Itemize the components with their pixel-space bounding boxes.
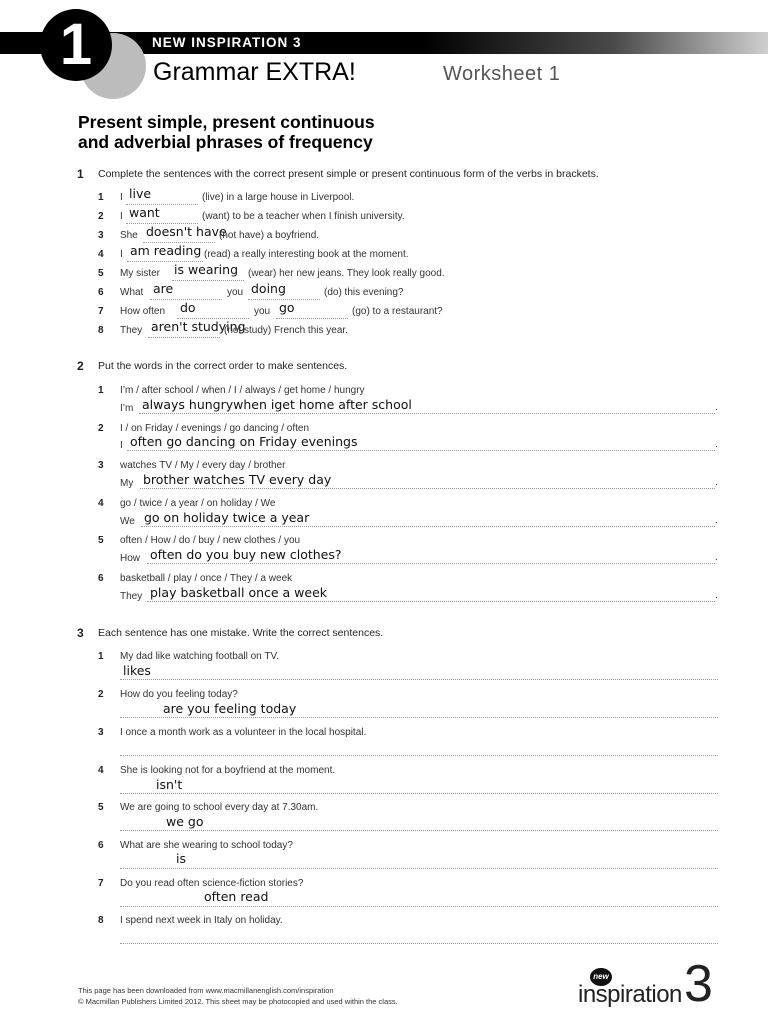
sentence-text: She [120,230,138,241]
item-number: 5 [98,268,104,279]
incorrect-sentence: She is looking not for a boyfriend at the moment. [120,765,336,776]
item-number: 4 [98,498,104,509]
handwritten-answer: doing [251,281,286,296]
series-name: NEW INSPIRATION 3 [152,35,302,50]
item-number: 1 [98,385,104,396]
handwritten-answer: we go [166,814,204,829]
answer-line[interactable] [120,868,718,869]
sentence-text: (go) to a restaurant? [352,306,443,317]
answer-line[interactable] [139,413,715,414]
handwritten-answer: always hungrywhen iget home after school [142,397,412,412]
incorrect-sentence: My dad like watching football on TV. [120,651,279,662]
handwritten-answer: aren't studying [151,319,246,334]
answer-line[interactable] [120,830,718,831]
handwritten-answer: go on holiday twice a year [144,510,310,525]
exercise-3-instruction: Each sentence has one mistake. Write the correct sentences. [98,627,384,639]
item-number: 2 [98,423,104,434]
handwritten-answer: am reading [130,243,202,258]
answer-line[interactable] [147,563,715,564]
sentence-start: My [120,478,134,489]
word-prompt: I’m / after school / when / I / always / get home / hungry [120,385,365,396]
download-note: This page has been downloaded from www.macmillanenglish.com/inspiration [78,986,334,995]
full-stop: . [715,552,718,563]
answer-line[interactable] [147,601,715,602]
copyright-footer [78,985,398,1007]
sentence-text: They [120,325,143,336]
word-prompt: I / on Friday / evenings / go dancing / often [120,423,310,434]
incorrect-sentence: I once a month work as a volunteer in the local hospital. [120,727,367,738]
handwritten-answer: live [129,186,152,201]
handwritten-answer: often go dancing on Friday evenings [130,434,358,449]
exercise-2-number: 2 [77,359,84,373]
answer-line[interactable] [120,679,718,680]
incorrect-sentence: How do you feeling today? [120,689,238,700]
worksheet-label: Worksheet 1 [443,63,561,85]
sentence-text: you [227,287,244,298]
item-number: 8 [98,915,104,926]
handwritten-answer: brother watches TV every day [143,472,332,487]
logo-level-number: 3 [684,955,713,1013]
answer-line[interactable] [141,526,715,527]
answer-line[interactable] [120,793,718,794]
incorrect-sentence: We are going to school every day at 7.30am. [120,802,319,813]
word-prompt: basketball / play / once / They / a week [120,573,293,584]
sentence-text: I [120,249,123,260]
item-number: 1 [98,651,104,662]
sentence-start: How [120,553,141,564]
item-number: 6 [98,840,104,851]
item-number: 5 [98,535,104,546]
word-prompt: often / How / do / buy / new clothes / you [120,535,301,546]
sentence-start: We [120,516,135,527]
sentence-text: (do) this evening? [324,287,404,298]
full-stop: . [715,515,718,526]
sentence-text: My sister [120,268,160,279]
handwritten-answer: want [129,205,160,220]
full-stop: . [715,590,718,601]
incorrect-sentence: What are she wearing to school today? [120,840,293,851]
word-prompt: go / twice / a year / on holiday / We [120,498,276,509]
sentence-text: (not study) French this year. [224,325,348,336]
sentence-text: (read) a really interesting book at the moment. [204,249,409,260]
handwritten-answer: isn't [156,777,183,792]
item-number: 1 [98,192,104,203]
handwritten-answer: is wearing [174,262,239,277]
handwritten-answer: do [180,300,196,315]
sentence-text: How often [120,306,166,317]
item-number: 3 [98,230,104,241]
sentence-text: (not have) a boyfriend. [219,230,320,241]
item-number: 6 [98,287,104,298]
word-prompt: watches TV / My / every day / brother [120,460,286,471]
sentence-start: I’m [120,403,134,414]
handwritten-answer: go [279,300,295,315]
item-number: 5 [98,802,104,813]
handwritten-answer: are you feeling today [163,701,297,716]
item-number: 7 [98,306,104,317]
answer-line[interactable] [120,717,718,718]
page-title: Grammar EXTRA! [153,58,356,86]
new-badge: new [590,968,612,986]
full-stop: . [715,402,718,413]
incorrect-sentence: I spend next week in Italy on holiday. [120,915,283,926]
subtitle-line-1: Present simple, present continuous [78,112,375,132]
item-number: 2 [98,689,104,700]
exercise-2-instruction: Put the words in the correct order to make sentences. [98,360,348,372]
exercise-1-instruction: Complete the sentences with the correct present simple or present continuous form of the verbs in brackets. [98,168,599,180]
answer-line[interactable] [120,755,718,756]
handwritten-answer: often do you buy new clothes? [150,547,342,562]
item-number: 3 [98,460,104,471]
handwritten-answer: play basketball once a week [150,585,328,600]
handwritten-answer: likes [123,663,151,678]
sentence-text: I [120,192,123,203]
copyright-note: © Macmillan Publishers Limited 2012. This sheet may be photocopied and used within the class. [78,997,398,1006]
item-number: 3 [98,727,104,738]
handwritten-answer: doesn't have [146,224,227,239]
answer-line[interactable] [120,906,718,907]
handwritten-answer: often read [204,889,269,904]
sentence-text: (want) to be a teacher when I finish university. [202,211,405,222]
sentence-text: you [254,306,271,317]
incorrect-sentence: Do you read often science-fiction stories? [120,878,304,889]
worksheet-subtitle [78,112,375,152]
item-number: 6 [98,573,104,584]
full-stop: . [715,439,718,450]
answer-line[interactable] [120,943,718,944]
item-number: 4 [98,765,104,776]
sentence-text: What [120,287,144,298]
logo-wordmark: inspiration [578,981,682,1008]
subtitle-line-2: and adverbial phrases of frequency [78,132,373,152]
sentence-start: I [120,440,123,451]
sentence-text: (live) in a large house in Liverpool. [202,192,355,203]
handwritten-answer: are [153,281,174,296]
exercise-3-number: 3 [77,626,84,640]
sentence-text: I [120,211,123,222]
handwritten-answer: is [176,851,186,866]
exercise-1-number: 1 [77,167,84,181]
sentence-start: They [120,591,143,602]
unit-number: 1 [59,12,93,77]
item-number: 2 [98,211,104,222]
item-number: 4 [98,249,104,260]
item-number: 7 [98,878,104,889]
full-stop: . [715,477,718,488]
item-number: 8 [98,325,104,336]
sentence-text: (wear) her new jeans. They look really good. [248,268,445,279]
answer-line[interactable] [127,450,715,451]
answer-line[interactable] [140,488,715,489]
